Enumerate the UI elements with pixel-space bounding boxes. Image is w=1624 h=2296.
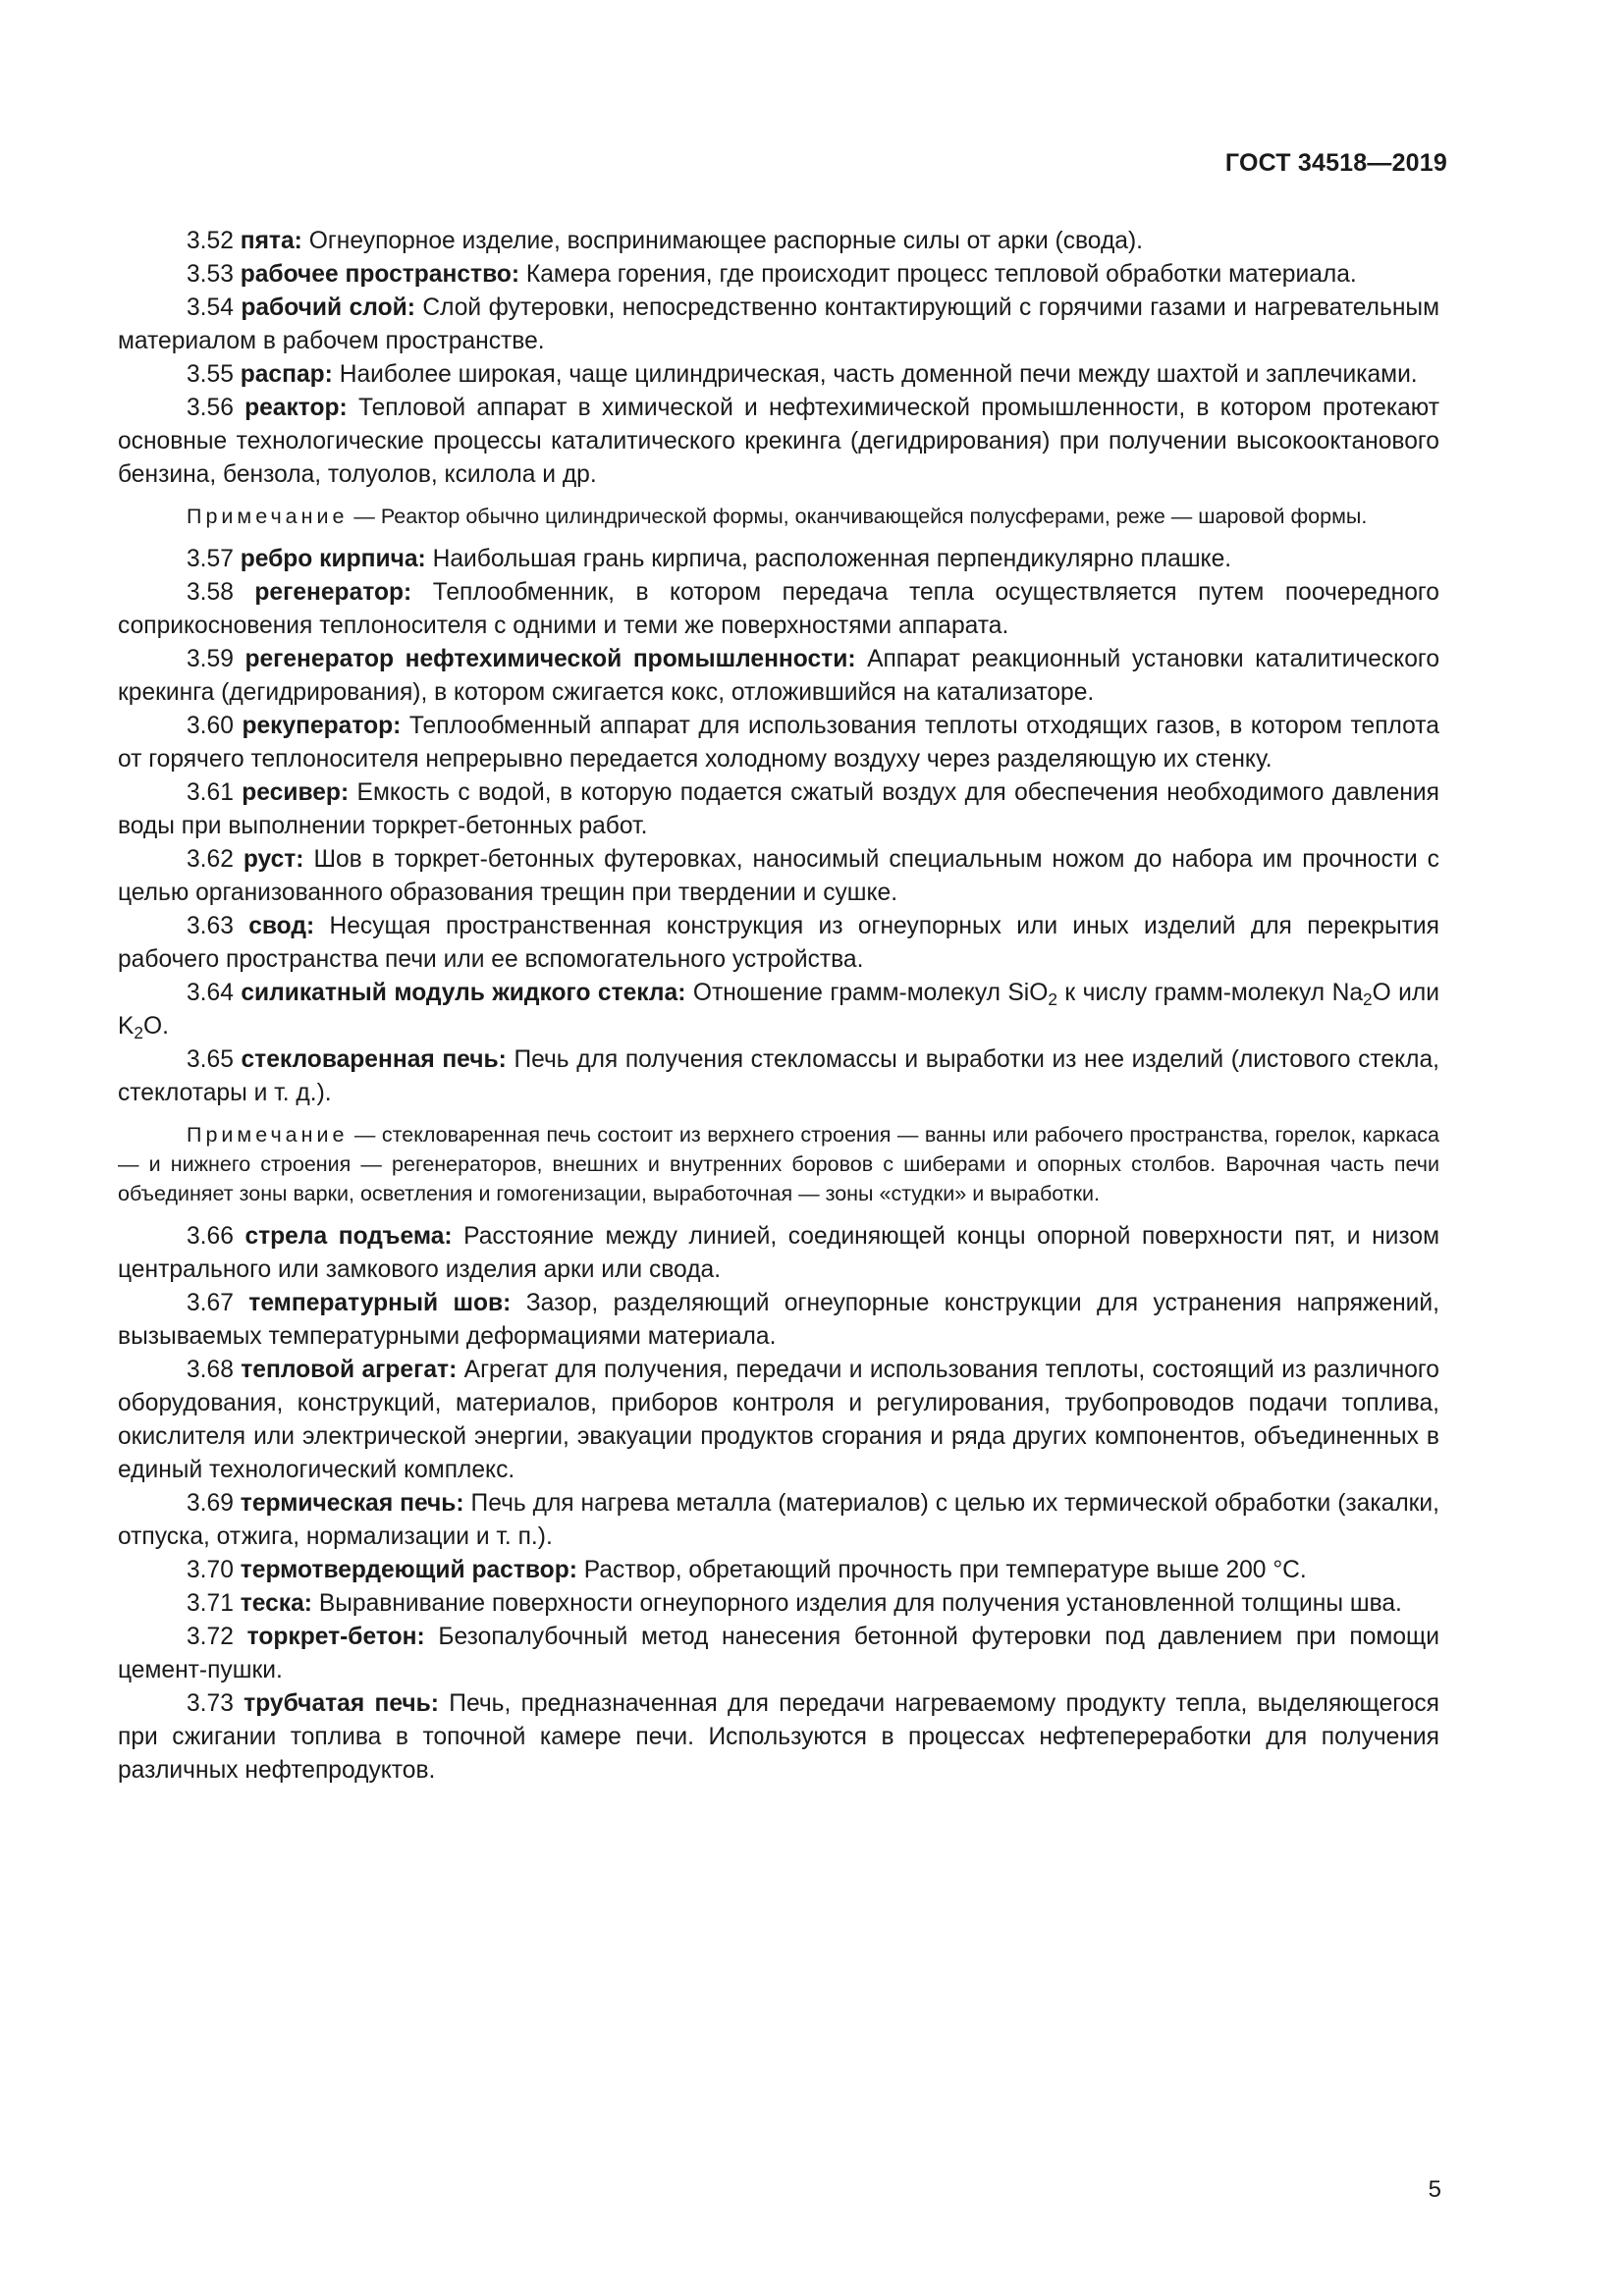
entry-definition: Раствор, обретающий прочность при температуре выше 200 °С. [583,1557,1307,1583]
entry-definition: Печь для нагрева металла (материалов) с целью их термической обработки (закалки, отпуска, отжига, нормализации и т. п.). [118,1490,1439,1550]
entry-term: стекловаренная печь: [241,1046,507,1073]
entry-term: термическая печь: [240,1490,464,1517]
entry-term: ресивер: [242,779,350,806]
subscript: 2 [1048,989,1057,1010]
term-entry-3-70 [118,1554,1439,1587]
entry-definition: Тепловой аппарат в химической и нефтехимической промышленности, в котором протекают основные технологические процессы каталитического крекинга (дегидрирования) при получении высокооктанового бензина, бензола, толуолов, ксилола и др. [118,395,1439,488]
entry-term: свод: [248,913,315,939]
term-entry-3-72 [118,1621,1439,1687]
entry-number: 3.67 [187,1290,234,1316]
note-reactor [118,502,1439,531]
entry-definition: Выравнивание поверхности огнеупорного изделия для получения установленной толщины шва. [318,1590,1402,1617]
entry-definition: Камера горения, где происходит процесс тепловой обработки материала. [525,261,1357,288]
term-entry-3-68 [118,1354,1439,1487]
entry-number: 3.63 [187,913,234,939]
term-entry-3-53 [118,258,1439,292]
document-body [118,225,1439,1788]
entry-term: трубчатая печь: [244,1690,439,1717]
entry-number: 3.72 [187,1624,234,1650]
entry-term: ребро кирпича: [240,546,426,572]
entry-term: стрела подъема: [244,1223,453,1250]
entry-term: теска: [240,1590,312,1617]
entry-number: 3.60 [187,713,234,739]
entry-number: 3.53 [187,261,234,288]
entry-number: 3.70 [187,1557,234,1583]
entry-definition: Слой футеровки, непосредственно контактирующий с горячими газами и нагревательным материалом в рабочем пространстве. [118,294,1439,354]
term-entry-3-57 [118,543,1439,576]
entry-number: 3.59 [187,646,234,672]
entry-number: 3.61 [187,779,234,806]
term-entry-3-60 [118,710,1439,776]
term-entry-3-62 [118,843,1439,910]
entry-number: 3.65 [187,1046,234,1073]
entry-term: пята: [240,228,302,254]
entry-term: регенератор нефтехимической промышленности: [244,646,856,672]
entry-definition: Шов в торкрет-бетонных футеровках, наносимый специальным ножом до набора им прочности с целью организованного образования трещин при твердении и сушке. [118,846,1439,906]
note-text: — стекловаренная печь состоит из верхнего строения — ванны или рабочего пространства, горелок, каркаса — и нижнего строения — регенераторов, внешних и внутренних боровов с шиберами и опорных столбов. Варочная часть печи объединяет зоны варки, осветления и гомогенизации, выработочная — зоны «студки» и выработки. [118,1123,1439,1205]
entry-definition: Агрегат для получения, передачи и использования теплоты, состоящий из различного оборудования, конструкций, материалов, приборов контроля и регулирования, трубопроводов подачи топлива, окислителя или электрической энергии, эвакуации продуктов сгорания и ряда других компонентов, объединенных в единый технологический комплекс. [118,1357,1439,1483]
entry-term: реактор: [244,395,348,421]
entry-definition: Огнеупорное изделие, воспринимающее распорные силы от арки (свода). [308,228,1143,254]
term-entry-3-61 [118,776,1439,843]
entry-number: 3.64 [187,980,234,1006]
entry-number: 3.62 [187,846,234,873]
term-entry-3-67 [118,1287,1439,1354]
definition-part: O или K [118,980,1439,1040]
entry-term: регенератор: [254,579,412,606]
term-entry-3-73 [118,1687,1439,1788]
entry-term: рабочее пространство: [240,261,520,288]
entry-number: 3.55 [187,361,234,388]
entry-term: рабочий слой: [241,294,415,321]
entry-definition: Зазор, разделяющий огнеупорные конструкции для устранения напряжений, вызываемых температурными деформациями материала. [118,1290,1439,1350]
term-entry-3-65 [118,1043,1439,1110]
entry-definition: Несущая пространственная конструкция из огнеупорных или иных изделий для перекрытия рабочего пространства печи или ее вспомогательного устройства. [118,913,1439,973]
entry-number: 3.58 [187,579,234,606]
entry-number: 3.56 [187,395,234,421]
note-text: — Реактор обычно цилиндрической формы, оканчивающейся полусферами, реже — шаровой формы. [348,505,1368,528]
definition-part: Отношение грамм-молекул SiO [692,980,1049,1006]
entry-definition: Наибольшая грань кирпича, расположенная перпендикулярно плашке. [432,546,1232,572]
note-glass-furnace [118,1120,1439,1208]
term-entry-3-58 [118,576,1439,643]
entry-term: распар: [240,361,333,388]
note-label: Примечание [187,1123,349,1147]
entry-term: рекуператор: [242,713,402,739]
entry-number: 3.66 [187,1223,234,1250]
note-label: Примечание [187,505,349,528]
term-entry-3-71 [118,1587,1439,1621]
term-entry-3-55 [118,358,1439,392]
entry-number: 3.69 [187,1490,234,1517]
entry-definition: Емкость с водой, в которую подается сжатый воздух для обеспечения необходимого давления воды при выполнении торкрет-бетонных работ. [118,779,1439,839]
entry-term: силикатный модуль жидкого стекла: [241,980,686,1006]
entry-definition: Наиболее широкая, чаще цилиндрическая, часть доменной печи между шахтой и заплечиками. [339,361,1418,388]
term-entry-3-52 [118,225,1439,258]
entry-term: температурный шов: [248,1290,512,1316]
entry-definition: Печь, предназначенная для передачи нагреваемому продукту тепла, выделяющегося при сжигании топлива в топочной камере печи. Используются в процессах нефтепереработки для получения различных нефтепродуктов. [118,1690,1439,1784]
entry-definition: Печь для получения стекломассы и выработки из нее изделий (листового стекла, стеклотары и т. д.). [118,1046,1439,1106]
definition-part: к числу грамм-молекул Na [1056,980,1364,1006]
entry-term: термотвердеющий раствор: [240,1557,577,1583]
term-entry-3-59 [118,643,1439,710]
entry-definition: Аппарат реакционный установки каталитического крекинга (дегидрирования), в котором сжигается кокс, отложившийся на катализаторе. [118,646,1439,706]
entry-number: 3.52 [187,228,234,254]
entry-number: 3.73 [187,1690,234,1717]
definition-part: O. [142,1013,169,1040]
term-entry-3-54 [118,292,1439,358]
entry-number: 3.68 [187,1357,234,1383]
term-entry-3-69 [118,1487,1439,1554]
subscript: 2 [134,1023,143,1043]
entry-definition: Расстояние между линией, соединяющей концы опорной поверхности пят, и низом центрального или замкового изделия арки или свода. [118,1223,1439,1283]
term-entry-3-56 [118,392,1439,492]
entry-number: 3.71 [187,1590,234,1617]
document-header: ГОСТ 34518—2019 [1224,149,1447,177]
entry-number: 3.54 [187,294,234,321]
term-entry-3-66 [118,1220,1439,1287]
entry-number: 3.57 [187,546,234,572]
entry-term: руст: [243,846,304,873]
entry-term: тепловой агрегат: [241,1357,458,1383]
entry-definition: Теплообменник, в котором передача тепла осуществляется путем поочередного соприкосновения теплоносителя с одними и теми же поверхностями аппарата. [118,579,1439,639]
term-entry-3-64 [118,977,1439,1043]
page-number: 5 [1428,2176,1441,2203]
entry-term: торкрет-бетон: [246,1624,425,1650]
term-entry-3-63 [118,910,1439,977]
entry-definition: Безопалубочный метод нанесения бетонной футеровки под давлением при помощи цемент-пушки. [118,1624,1439,1683]
subscript: 2 [1363,989,1373,1010]
entry-definition: Теплообменный аппарат для использования теплоты отходящих газов, в котором теплота от горячего теплоносителя непрерывно передается холодному воздуху через разделяющую их стенку. [118,713,1439,773]
